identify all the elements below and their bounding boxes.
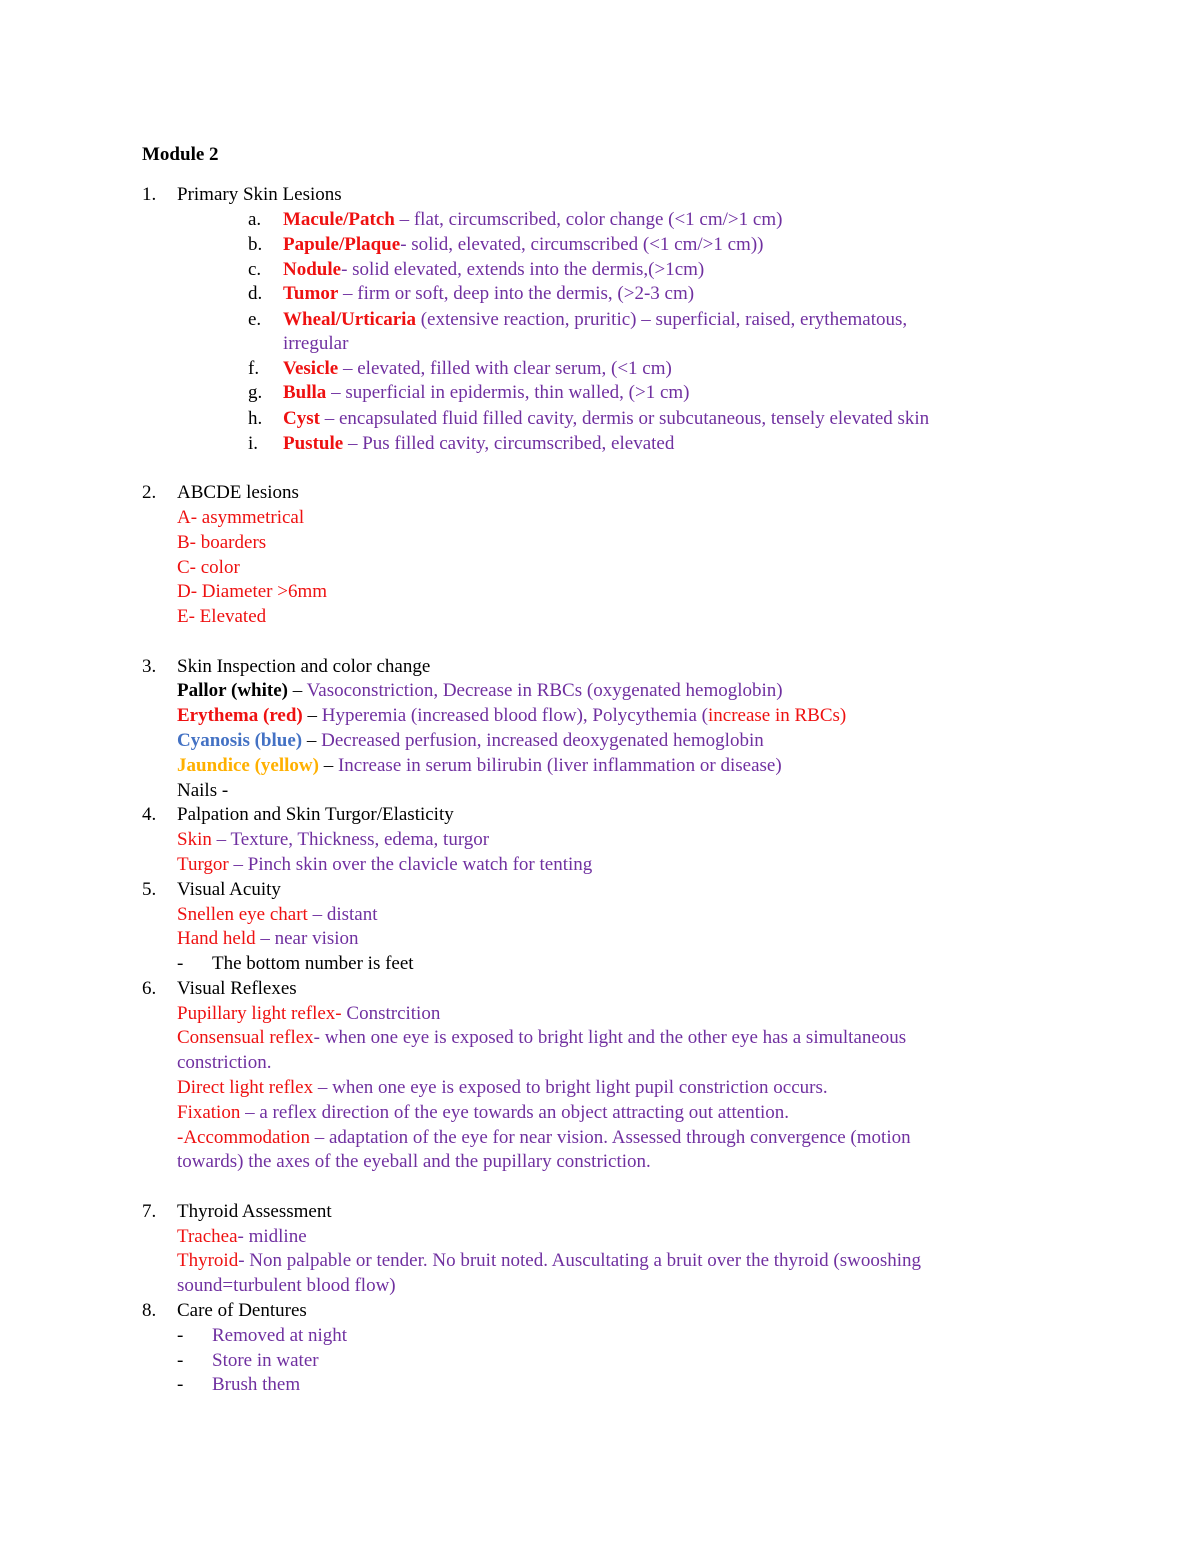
list-item [283, 381, 689, 405]
abcde-item: D- Diameter >6mm [177, 581, 328, 602]
consensual-desc-continued: constriction. [177, 1052, 272, 1073]
lesion-term: Tumor [283, 283, 339, 304]
fixation-line [177, 1101, 789, 1125]
jaundice-desc: Increase in serum bilirubin (liver inflammation or disease) [337, 755, 782, 776]
thyroid-line [177, 1249, 921, 1273]
cyanosis-desc: Decreased perfusion, increased deoxygenated hemoglobin [321, 730, 764, 751]
section-5-number: 5. [142, 879, 157, 900]
lesion-term: Papule/Plaque [283, 234, 401, 255]
accommodation-desc: – adaptation of the eye for near vision. Assessed through convergence (motion [309, 1127, 911, 1148]
bullet: - [177, 953, 184, 974]
dash: – [288, 680, 307, 701]
hand-held-term: Hand held [177, 928, 256, 949]
direct-light-line [177, 1076, 828, 1100]
section-4-heading: Palpation and Skin Turgor/Elasticity [177, 804, 454, 825]
abcde-item: E- Elevated [177, 606, 267, 627]
thyroid-desc-continued: sound=turbulent blood flow) [177, 1275, 396, 1296]
turgor-line [177, 853, 592, 877]
fixation-desc: – a reflex direction of the eye towards an object attracting out attention. [240, 1102, 790, 1123]
section-7-heading: Thyroid Assessment [177, 1201, 332, 1222]
section-7-number: 7. [142, 1201, 157, 1222]
trachea-desc: - midline [237, 1226, 307, 1247]
section-5-heading: Visual Acuity [177, 879, 281, 900]
erythema-term: Erythema (red) [177, 705, 303, 726]
lesion-desc: – firm or soft, deep into the dermis, (>2-3 cm) [338, 283, 695, 304]
lesion-term: Cyst [283, 408, 320, 429]
bullet: - [177, 1350, 184, 1371]
lesion-desc: - solid, elevated, circumscribed (<1 cm/>1 cm)) [400, 234, 764, 255]
list-item [283, 208, 782, 232]
list-item-letter: d. [248, 283, 263, 304]
section-6-number: 6. [142, 978, 157, 999]
color-change-jaundice [177, 754, 782, 778]
section-3-heading: Skin Inspection and color change [177, 656, 431, 677]
thyroid-term: Thyroid [177, 1250, 239, 1271]
lesion-desc: – elevated, filled with clear serum, (<1 cm) [338, 358, 672, 379]
list-item [283, 282, 694, 306]
accommodation-line [177, 1126, 911, 1150]
lesion-desc: – Pus filled cavity, circumscribed, elevated [343, 433, 675, 454]
lesion-term: Macule/Patch [283, 209, 395, 230]
pupillary-term: Pupillary light reflex- [177, 1003, 342, 1024]
section-1-number: 1. [142, 184, 157, 205]
lesion-desc: - solid elevated, extends into the dermis,(>1cm) [341, 259, 705, 280]
color-change-erythema [177, 704, 846, 728]
denture-care-item: Removed at night [212, 1325, 348, 1346]
pupillary-desc: Constrcition [341, 1003, 441, 1024]
list-item-letter: h. [248, 408, 263, 429]
jaundice-term: Jaundice (yellow) [177, 755, 319, 776]
lesion-desc-continued: irregular [283, 333, 349, 354]
list-item-letter: a. [248, 209, 262, 230]
nails-line: Nails - [177, 780, 229, 801]
section-6-heading: Visual Reflexes [177, 978, 297, 999]
consensual-desc: - when one eye is exposed to bright light and the other eye has a simultaneous [313, 1027, 907, 1048]
color-change-pallor [177, 679, 783, 703]
denture-care-item: Store in water [212, 1350, 319, 1371]
bullet: - [177, 1374, 184, 1395]
section-1-heading: Primary Skin Lesions [177, 184, 342, 205]
skin-term: Skin [177, 829, 212, 850]
list-item-letter: i. [248, 433, 259, 454]
pallor-desc: Vasoconstriction, Decrease in RBCs (oxygenated hemoglobin) [306, 680, 783, 701]
lesion-term: Wheal/Urticaria [283, 309, 416, 330]
list-item [283, 407, 929, 431]
cyanosis-term: Cyanosis (blue) [177, 730, 303, 751]
thyroid-desc: - Non palpable or tender. No bruit noted. Auscultating a bruit over the thyroid (swooshing [238, 1250, 922, 1271]
snellen-line [177, 903, 378, 927]
list-item-letter: g. [248, 382, 263, 403]
section-8-heading: Care of Dentures [177, 1300, 307, 1321]
lesion-desc: – superficial in epidermis, thin walled, (>1 cm) [326, 382, 690, 403]
acuity-note: The bottom number is feet [212, 953, 414, 974]
turgor-desc: – Pinch skin over the clavicle watch for tenting [228, 854, 593, 875]
direct-light-desc: – when one eye is exposed to bright light pupil constriction occurs. [313, 1077, 828, 1098]
bullet: - [177, 1325, 184, 1346]
list-item-letter: f. [248, 358, 260, 379]
abcde-item: C- color [177, 557, 240, 578]
denture-care-item: Brush them [212, 1374, 301, 1395]
trachea-line [177, 1225, 307, 1249]
lesion-desc: (extensive reaction, pruritic) – superficial, raised, erythematous, [415, 309, 908, 330]
color-change-cyanosis [177, 729, 764, 753]
abcde-item: A- asymmetrical [177, 507, 305, 528]
dash: – [302, 705, 322, 726]
pupillary-line [177, 1002, 440, 1026]
lesion-term: Pustule [283, 433, 344, 454]
dash: – [318, 755, 338, 776]
lesion-desc: – flat, circumscribed, color change (<1 cm/>1 cm) [394, 209, 783, 230]
accommodation-term: -Accommodation [177, 1127, 310, 1148]
erythema-desc-b: increase in RBCs) [707, 705, 847, 726]
consensual-line [177, 1026, 906, 1050]
list-item-letter: e. [248, 309, 262, 330]
lesion-term: Bulla [283, 382, 327, 403]
list-item-letter: b. [248, 234, 263, 255]
section-4-number: 4. [142, 804, 157, 825]
trachea-term: Trachea [177, 1226, 238, 1247]
snellen-term: Snellen eye chart [177, 904, 308, 925]
skin-desc: – Texture, Thickness, edema, turgor [211, 829, 490, 850]
hand-held-line [177, 927, 359, 951]
lesion-desc: – encapsulated fluid filled cavity, dermis or subcutaneous, tensely elevated skin [319, 408, 930, 429]
list-item [283, 233, 764, 257]
hand-held-desc: – near vision [255, 928, 359, 949]
section-8-number: 8. [142, 1300, 157, 1321]
direct-light-term: Direct light reflex [177, 1077, 314, 1098]
section-3-number: 3. [142, 656, 157, 677]
consensual-term: Consensual reflex [177, 1027, 314, 1048]
lesion-term: Vesicle [283, 358, 339, 379]
abcde-item: B- boarders [177, 532, 267, 553]
lesion-term: Nodule [283, 259, 342, 280]
turgor-term: Turgor [177, 854, 229, 875]
skin-line [177, 828, 489, 852]
list-item [283, 357, 672, 381]
erythema-desc: Hyperemia (increased blood flow), Polycythemia ( [321, 705, 708, 726]
snellen-desc: – distant [307, 904, 378, 925]
page-title: Module 2 [142, 144, 219, 165]
fixation-term: Fixation [177, 1102, 241, 1123]
dash: – [302, 730, 322, 751]
section-2-heading: ABCDE lesions [177, 482, 299, 503]
list-item-letter: c. [248, 259, 262, 280]
pallor-term: Pallor (white) [177, 680, 288, 701]
list-item [283, 308, 907, 332]
list-item [283, 432, 674, 456]
list-item [283, 258, 704, 282]
accommodation-desc-continued: towards) the axes of the eyeball and the pupillary constriction. [177, 1151, 651, 1172]
section-2-number: 2. [142, 482, 157, 503]
